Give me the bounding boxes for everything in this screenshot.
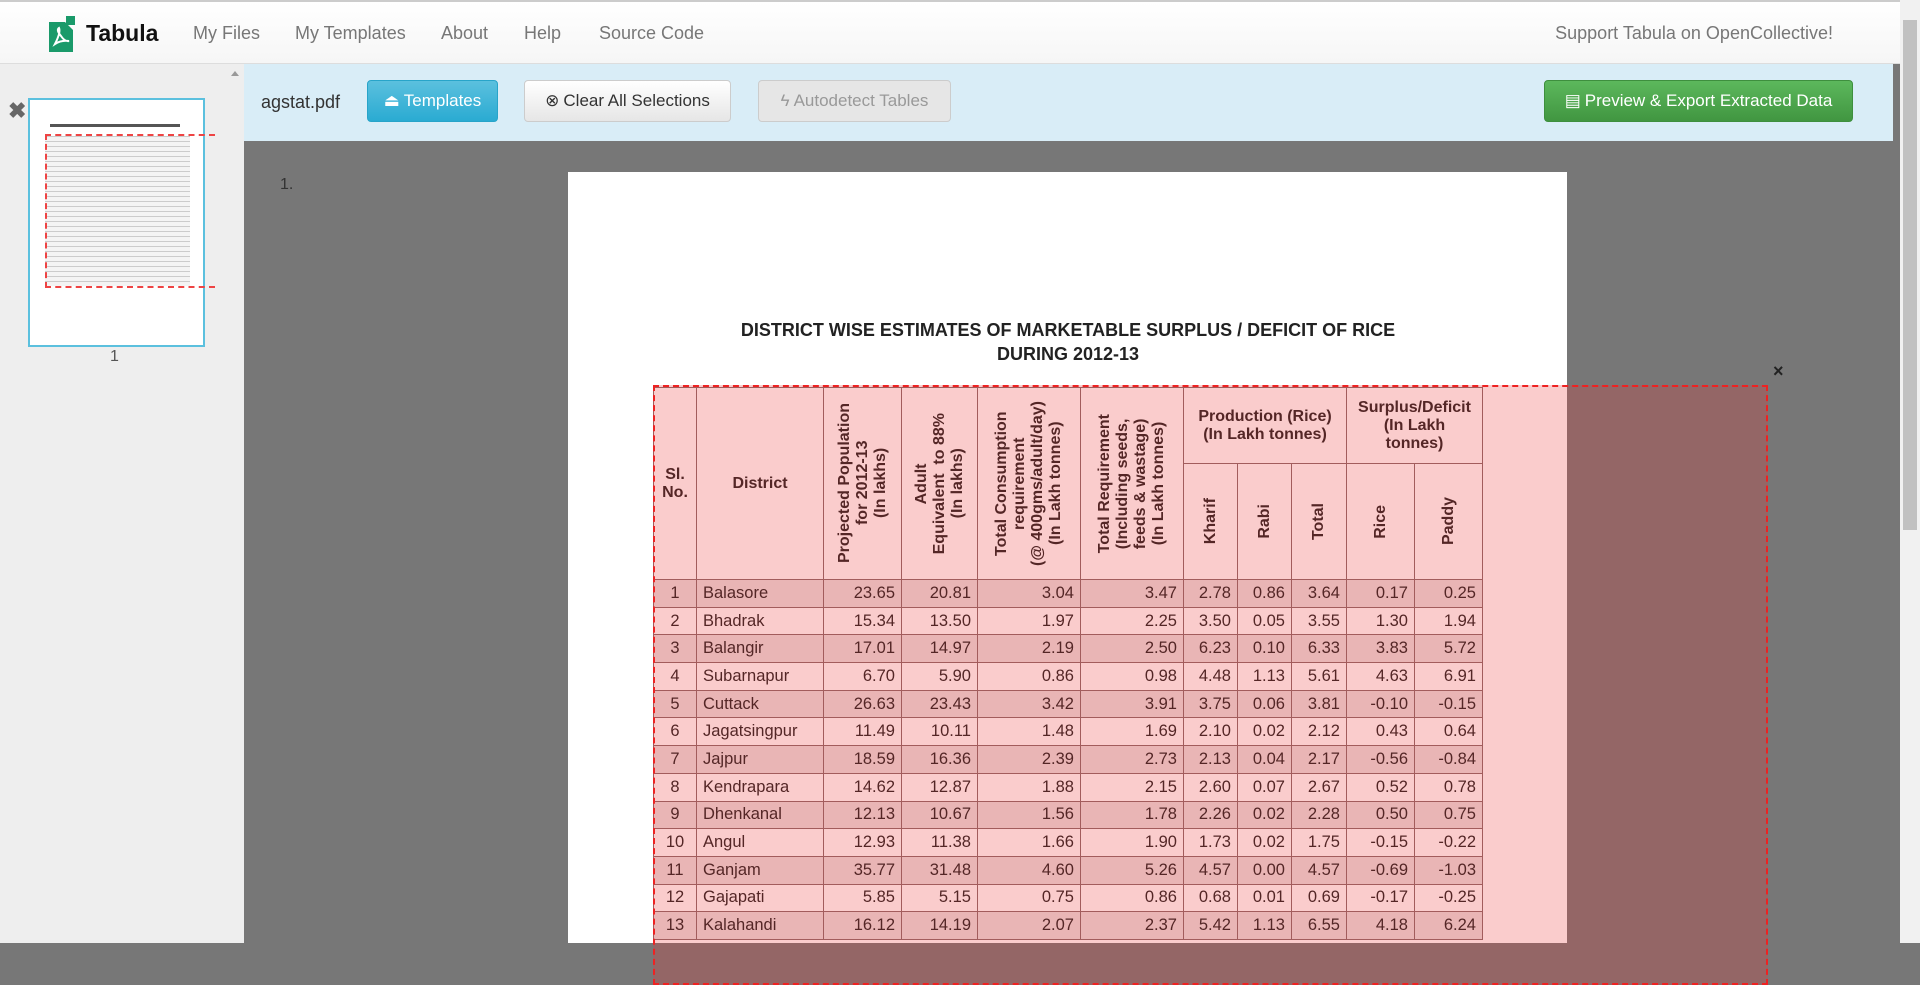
table-cell: 6.24 [1415, 912, 1483, 940]
table-cell: 1 [654, 580, 697, 608]
table-cell: 3.91 [1081, 690, 1184, 718]
table-cell: Ganjam [697, 856, 824, 884]
table-cell: 2.50 [1081, 635, 1184, 663]
table-cell: 1.13 [1238, 663, 1292, 691]
table-cell: 0.98 [1081, 663, 1184, 691]
table-cell: 23.65 [824, 580, 902, 608]
document-title [568, 318, 1568, 366]
table-cell: 0.78 [1415, 773, 1483, 801]
table-cell: Angul [697, 829, 824, 857]
table-cell: 0.64 [1415, 718, 1483, 746]
table-cell: Dhenkanal [697, 801, 824, 829]
table-cell: 1.90 [1081, 829, 1184, 857]
table-cell: 1.73 [1184, 829, 1238, 857]
table-cell: 14.19 [902, 912, 978, 940]
table-cell: Kendrapara [697, 773, 824, 801]
table-cell: 10 [654, 829, 697, 857]
header-district: District [697, 388, 824, 580]
table-cell: 3.83 [1347, 635, 1415, 663]
table-cell: 35.77 [824, 856, 902, 884]
table-cell: 26.63 [824, 690, 902, 718]
templates-button[interactable] [367, 80, 498, 122]
table-row [654, 635, 1483, 663]
table-cell: 0.07 [1238, 773, 1292, 801]
autodetect-label: Autodetect Tables [793, 91, 929, 110]
table-cell: 13.50 [902, 607, 978, 635]
table-cell: 2.78 [1184, 580, 1238, 608]
table-row [654, 773, 1483, 801]
table-cell: 0.86 [978, 663, 1081, 691]
table-cell: 4.57 [1292, 856, 1347, 884]
table-cell: 0.17 [1347, 580, 1415, 608]
table-cell: 11 [654, 856, 697, 884]
scroll-up-icon[interactable] [231, 71, 239, 76]
table-cell: 2.07 [978, 912, 1081, 940]
table-cell: 2.60 [1184, 773, 1238, 801]
table-cell: 1.66 [978, 829, 1081, 857]
table-cell: 8 [654, 773, 697, 801]
thumb-title [50, 124, 180, 127]
table-cell: 0.43 [1347, 718, 1415, 746]
table-cell: -0.15 [1347, 829, 1415, 857]
table-cell: 10.67 [902, 801, 978, 829]
header-kharif: Kharif [1184, 464, 1238, 580]
table-cell: 0.68 [1184, 884, 1238, 912]
table-cell: 1.75 [1292, 829, 1347, 857]
table-cell: 5 [654, 690, 697, 718]
export-label: Preview & Export Extracted Data [1584, 91, 1833, 110]
table-cell: 6.33 [1292, 635, 1347, 663]
data-table [653, 387, 1483, 940]
table-cell: 2 [654, 607, 697, 635]
filename: agstat.pdf [261, 92, 341, 112]
templates-icon: ⏏ [383, 91, 400, 110]
table-cell: -0.56 [1347, 746, 1415, 774]
remove-selection-icon[interactable]: × [1773, 361, 1784, 381]
table-cell: 4.60 [978, 856, 1081, 884]
toolbar [244, 64, 1893, 141]
table-cell: 0.05 [1238, 607, 1292, 635]
preview-export-button[interactable] [1544, 80, 1853, 122]
table-cell: 18.59 [824, 746, 902, 774]
table-cell: -0.84 [1415, 746, 1483, 774]
table-cell: 2.10 [1184, 718, 1238, 746]
table-cell: 7 [654, 746, 697, 774]
table-cell: 0.86 [1081, 884, 1184, 912]
circle-x-icon: ⊗ [545, 91, 560, 110]
table-cell: 5.72 [1415, 635, 1483, 663]
table-cell: Subarnapur [697, 663, 824, 691]
table-cell: -0.15 [1415, 690, 1483, 718]
table-cell: 31.48 [902, 856, 978, 884]
navbar [0, 0, 1900, 64]
thumb-selection [45, 134, 215, 288]
header-rabi: Rabi [1238, 464, 1292, 580]
table-cell: 12.13 [824, 801, 902, 829]
table-cell: 23.43 [902, 690, 978, 718]
table-cell: 5.26 [1081, 856, 1184, 884]
table-cell: 3.04 [978, 580, 1081, 608]
tabula-logo-icon[interactable] [47, 16, 77, 52]
brand[interactable]: Tabula [86, 20, 159, 46]
table-cell: 11.49 [824, 718, 902, 746]
page-number: 1. [280, 176, 294, 193]
table-cell: -0.17 [1347, 884, 1415, 912]
scrollbar-thumb[interactable] [1903, 20, 1917, 530]
table-cell: 1.48 [978, 718, 1081, 746]
table-cell: 11.38 [902, 829, 978, 857]
header-rice: Rice [1347, 464, 1415, 580]
page-scrollbar[interactable] [1900, 0, 1920, 943]
table-cell: 2.15 [1081, 773, 1184, 801]
header-sl: Sl. No. [654, 388, 697, 580]
table-cell: 6.70 [824, 663, 902, 691]
table-cell: 0.01 [1238, 884, 1292, 912]
sidebar-scrollbar[interactable] [226, 64, 244, 943]
table-cell: -1.03 [1415, 856, 1483, 884]
templates-label: Templates [403, 91, 482, 110]
header-production: Production (Rice) (In Lakh tonnes) [1184, 388, 1347, 464]
table-cell: -0.10 [1347, 690, 1415, 718]
table-cell: 6.91 [1415, 663, 1483, 691]
table-cell: 3.50 [1184, 607, 1238, 635]
table-cell: 5.90 [902, 663, 978, 691]
table-cell: 9 [654, 801, 697, 829]
table-cell: 5.61 [1292, 663, 1347, 691]
table-cell: 1.13 [1238, 912, 1292, 940]
table-row [654, 690, 1483, 718]
list-icon: ▤ [1564, 91, 1581, 110]
table-row [654, 829, 1483, 857]
table-cell: 0.02 [1238, 829, 1292, 857]
table-cell: 0.06 [1238, 690, 1292, 718]
table-cell: 14.97 [902, 635, 978, 663]
table-cell: 4.57 [1184, 856, 1238, 884]
table-cell: 3.47 [1081, 580, 1184, 608]
header-total: Total [1292, 464, 1347, 580]
nav-my-files[interactable]: My Files [193, 23, 260, 43]
table-cell: 0.02 [1238, 801, 1292, 829]
table-row [654, 746, 1483, 774]
table-cell: 4.48 [1184, 663, 1238, 691]
table-cell: 10.11 [902, 718, 978, 746]
table-cell: 1.94 [1415, 607, 1483, 635]
table-cell: Balangir [697, 635, 824, 663]
table-cell: 0.69 [1292, 884, 1347, 912]
table-cell: 15.34 [824, 607, 902, 635]
table-cell: Gajapati [697, 884, 824, 912]
autodetect-tables-button[interactable] [758, 80, 951, 122]
table-cell: 5.42 [1184, 912, 1238, 940]
nav-my-templates[interactable]: My Templates [295, 23, 406, 43]
table-row [654, 856, 1483, 884]
table-cell: 2.19 [978, 635, 1081, 663]
table-cell: 1.97 [978, 607, 1081, 635]
table-cell: 2.13 [1184, 746, 1238, 774]
nav-about[interactable]: About [441, 23, 489, 43]
table-cell: -0.25 [1415, 884, 1483, 912]
table-cell: 6.55 [1292, 912, 1347, 940]
table-cell: 3.55 [1292, 607, 1347, 635]
table-cell: 16.12 [824, 912, 902, 940]
table-cell: 5.15 [902, 884, 978, 912]
table-cell: -0.22 [1415, 829, 1483, 857]
table-cell: -0.69 [1347, 856, 1415, 884]
table-cell: 1.69 [1081, 718, 1184, 746]
table-cell: 2.37 [1081, 912, 1184, 940]
page-thumbnail[interactable] [28, 98, 205, 347]
table-row [654, 607, 1483, 635]
table-cell: 1.88 [978, 773, 1081, 801]
title-line-2: DURING 2012-13 [996, 344, 1140, 364]
table-cell: 2.25 [1081, 607, 1184, 635]
clear-selections-button[interactable] [524, 80, 731, 122]
table-cell: 0.52 [1347, 773, 1415, 801]
table-cell: 1.30 [1347, 607, 1415, 635]
table-cell: 3.64 [1292, 580, 1347, 608]
table-cell: 3.42 [978, 690, 1081, 718]
table-cell: 13 [654, 912, 697, 940]
nav-help[interactable]: Help [524, 23, 562, 43]
table-cell: 0.50 [1347, 801, 1415, 829]
table-cell: 0.02 [1238, 718, 1292, 746]
title-line-1: DISTRICT WISE ESTIMATES OF MARKETABLE SURPLUS / DEFICIT OF RICE [740, 320, 1396, 340]
table-cell: 2.17 [1292, 746, 1347, 774]
support-link[interactable]: Support Tabula on OpenCollective! [1555, 23, 1833, 43]
thumbnail-page-number: 1 [110, 348, 119, 365]
table-cell: 0.86 [1238, 580, 1292, 608]
table-cell: 5.85 [824, 884, 902, 912]
table-cell: 0.75 [978, 884, 1081, 912]
table-cell: Bhadrak [697, 607, 824, 635]
table-cell: Jajpur [697, 746, 824, 774]
table-cell: 16.36 [902, 746, 978, 774]
table-cell: 2.39 [978, 746, 1081, 774]
table-cell: 14.62 [824, 773, 902, 801]
table-row [654, 801, 1483, 829]
table-cell: 12 [654, 884, 697, 912]
bolt-icon: ϟ [780, 91, 790, 110]
table-cell: 4 [654, 663, 697, 691]
table-row [654, 884, 1483, 912]
table-cell: Balasore [697, 580, 824, 608]
clear-label: Clear All Selections [563, 91, 710, 110]
table-cell: Cuttack [697, 690, 824, 718]
table-cell: 2.28 [1292, 801, 1347, 829]
table-cell: 3.81 [1292, 690, 1347, 718]
table-cell: 12.87 [902, 773, 978, 801]
table-cell: 17.01 [824, 635, 902, 663]
table-cell: 4.18 [1347, 912, 1415, 940]
nav-source-code[interactable]: Source Code [599, 23, 705, 43]
table-cell: 0.04 [1238, 746, 1292, 774]
header-requirement: Total Requirement (Including seeds, feeds & wastage) (In Lakh tonnes) [1081, 388, 1184, 580]
table-cell: 6 [654, 718, 697, 746]
header-population: Projected Population for 2012-13 (In lakhs) [824, 388, 902, 580]
header-paddy: Paddy [1415, 464, 1483, 580]
header-consumption: Total Consumption requirement (@ 400gms/adult/day) (In Lakh tonnes) [978, 388, 1081, 580]
table-row [654, 580, 1483, 608]
table-row [654, 912, 1483, 940]
table-cell: 0.25 [1415, 580, 1483, 608]
table-row [654, 718, 1483, 746]
table-cell: 1.78 [1081, 801, 1184, 829]
table-cell: 6.23 [1184, 635, 1238, 663]
table-cell: Kalahandi [697, 912, 824, 940]
table-cell: 3 [654, 635, 697, 663]
table-cell: 0.00 [1238, 856, 1292, 884]
remove-page-icon[interactable]: ✖ [8, 98, 27, 123]
table-cell: Jagatsingpur [697, 718, 824, 746]
table-cell: 0.75 [1415, 801, 1483, 829]
table-cell: 12.93 [824, 829, 902, 857]
table-cell: 3.75 [1184, 690, 1238, 718]
header-surplus: Surplus/Deficit (In Lakh tonnes) [1347, 388, 1483, 464]
table-row [654, 663, 1483, 691]
table-cell: 20.81 [902, 580, 978, 608]
table-cell: 2.67 [1292, 773, 1347, 801]
table-cell: 2.26 [1184, 801, 1238, 829]
header-adult: Adult Equivalent to 88% (In lakhs) [902, 388, 978, 580]
table-cell: 4.63 [1347, 663, 1415, 691]
table-cell: 2.12 [1292, 718, 1347, 746]
table-cell: 1.56 [978, 801, 1081, 829]
table-cell: 2.73 [1081, 746, 1184, 774]
table-cell: 0.10 [1238, 635, 1292, 663]
